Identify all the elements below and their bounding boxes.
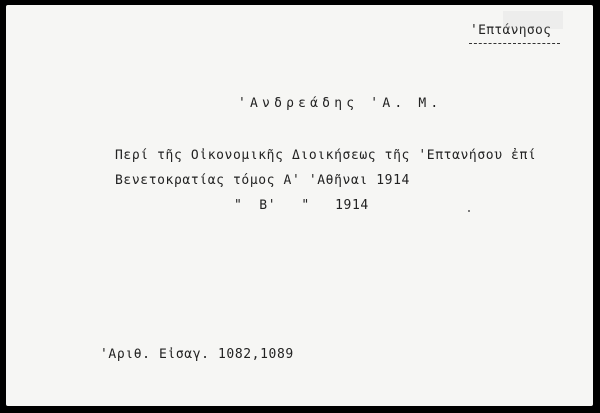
accession-number: 'Αριθ. Εἰσαγ. 1082,1089 xyxy=(100,347,294,362)
title-line-2: Βενετοκρατίας τόμος Α' 'Αθῆναι 1914 xyxy=(115,173,410,188)
subject-underline xyxy=(469,43,560,44)
title-line-1: Περί τῆς Οἰκονομικῆς Διοικήσεως τῆς 'Επτανήσου ἐπί xyxy=(115,148,537,163)
author-name: 'Ανδρεάδης 'Α. Μ. xyxy=(238,96,443,111)
subject-heading: 'Επτάνησος xyxy=(470,23,552,38)
title-line-3: " Β' " 1914 xyxy=(234,198,369,213)
ink-dot xyxy=(468,210,470,212)
catalog-card xyxy=(6,5,593,406)
